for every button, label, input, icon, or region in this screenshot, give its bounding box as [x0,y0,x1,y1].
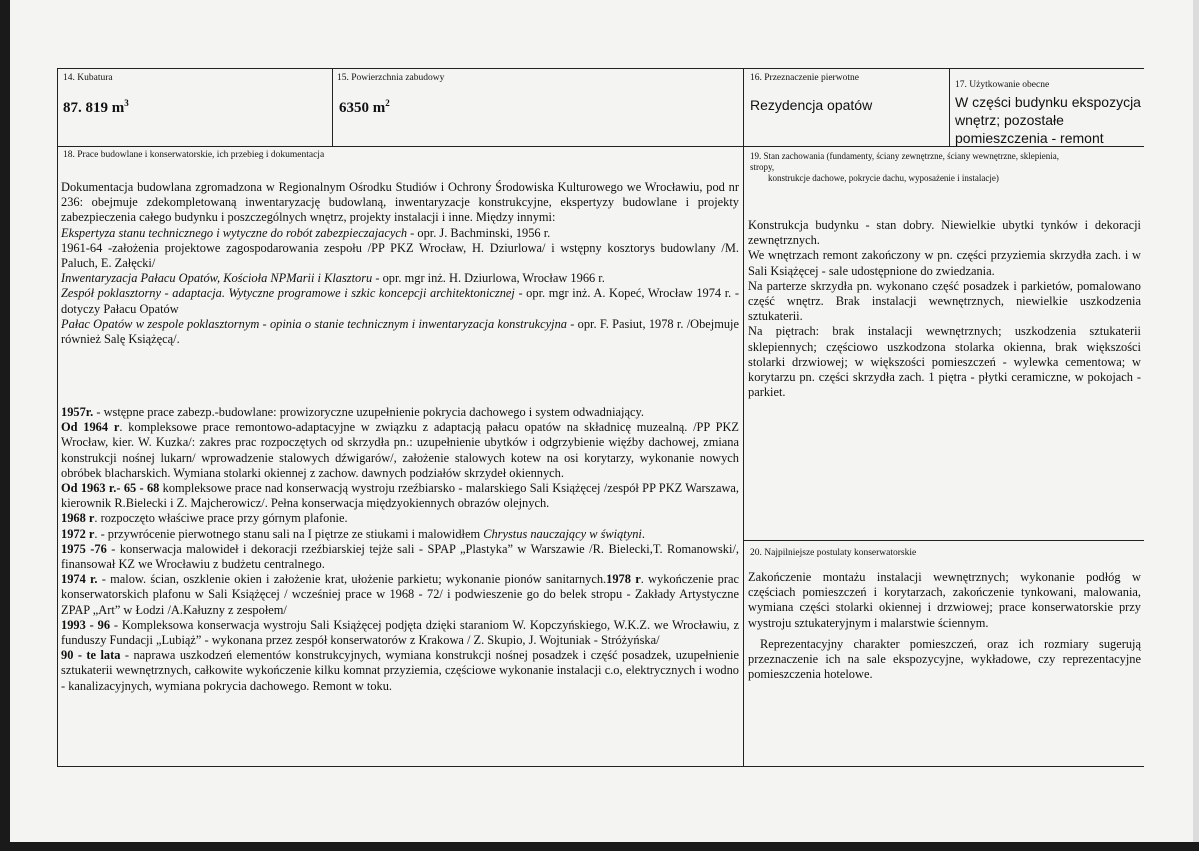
section-18-label: 18. Prace budowlane i konserwatorskie, ich przebieg i dokumentacja [63,150,325,160]
table-top-border [57,68,1144,69]
postulates-block [748,570,1141,682]
scan-edge-right [1193,0,1199,851]
table-bottom-border [57,766,743,767]
uzytkowanie-value [955,93,1141,147]
powierzchnia-value: 6350 $m^2$ [339,98,390,116]
condition-block [748,218,1141,400]
uzytkowanie-line: pomieszczenia - remont [955,130,1104,146]
section-20-bottom-border [743,766,1144,767]
history-entry: 90 - te lata - naprawa uszkodzeń elementów konstrukcyjnych, wymiana konstrukcji nośnej posadzek i część posadzek, uzupełnienie sztukaterii wewnętrznych, całkowite wykończenie kilku komnat przyziemia, częściowe wykonanie instalacji c.o, elektrycznych i wodno - kanalizacyjnych, wymiana pokrycia dachowego. Remont w toku. [61,648,739,693]
powierzchnia-label: 15. Powierzchnia zabudowy [337,73,445,83]
condition-paragraph: We wnętrzach remont zakończony w pn. części przyziemia skrzydła zach. i w Sali Książęcej - sale udostępnione do zwiedzania. [748,248,1141,278]
section-20-label: 20. Najpilniejsze postulaty konserwatorskie [750,548,917,558]
history-entry: 1974 r. - malow. ścian, oszklenie okien i założenie krat, ułożenie parkietu; wykonanie pionów sanitarnych.1978 r. wykończenie prac konserwatorskich plafonu w Sali Książęcej / wcześniej prace w 1968 - 72/ i podwieszenie go do belek stropu - Zakłady Artystyczne ZPAP „Art” w Łodzi /A.Kałuzny z zespołem/ [61,572,739,617]
scan-edge-left [0,0,10,851]
uzytkowanie-line: W części budynku ekspozycja [955,94,1141,110]
table-left-border [57,68,58,766]
section-19-label [750,151,1059,184]
history-block [61,405,739,694]
column-divider [743,68,744,766]
section-19-20-divider [743,540,1144,541]
history-entry: 1957r. - wstępne prace zabezp.-budowlane: prowizoryczne uzupełnienie pokrycia dachowego i system odwadniający. [61,405,644,419]
section-19-label-line: 19. Stan zachowania (fundamenty, ściany zewnętrzne, ściany wewnętrzne, sklepienia, [750,151,1060,161]
history-entry: 1975 -76 - konserwacja malowideł i dekoracji rzeźbiarskiej tejże sali - SPAP „Plastyka” w Warszawie /R. Bielecki,T. Romanowski/, finansował KZ we Wrocławiu z budżetu centralnego. [61,541,739,572]
documentation-item: 1961-64 -założenia projektowe zagospodarowania zespołu /PP PKZ Wrocław, H. Dziurlowa/ i wstępny kosztorys budowlany /M. Paluch, E. Załęcki/ [61,240,739,271]
condition-paragraph: Konstrukcja budynku - stan dobry. Niewielkie ubytki tynków i dekoracji zewnętrznych. [748,218,1141,248]
section-19-label-line: konstrukcje dachowe, pokrycie dachu, wyposażenie i instalacje) [768,173,999,183]
postulates-paragraph: Reprezentacyjny charakter pomieszczeń, oraz ich rozmiary sugerują przeznaczenie ich na sale ekspozycyjne, wykładowe, czy reprezentacyjne pomieszczenia hotelowe. [748,636,1141,682]
condition-paragraph: Na parterze skrzydła pn. wykonano część posadzek i parkietów, pomalowano część wnętrz. Brak instalacji wewnętrznych, niewielkie uszkodzenia sztukaterii. [748,278,1141,324]
documentation-intro: Dokumentacja budowlana zgromadzona w Regionalnym Ośrodku Studiów i Ochrony Środowiska Kulturowego we Wrocławiu, pod nr 236: obejmuje zdekompletowaną inwentaryzację budowlaną, inwentaryzacje konstrukcyjne, ekspertyzy budowlane i projekty zabezpieczenia całego budynku i poszczególnych wnętrz, projekty instalacji i inne. Między innymi: [61,180,739,225]
przeznaczenie-value: Rezydencja opatów [750,97,873,113]
section-19-label-line: stropy, [750,162,775,172]
documentation-item: Inwentaryzacja Pałacu Opatów, Kościoła NPMarii i Klasztoru - opr. mgr inż. H. Dziurlowa, Wrocław 1966 r. [61,271,605,286]
documentation-item: Ekspertyza stanu technicznego i wytyczne do robót zabezpieczajacych - opr. J. Bachminski, 1956 r. [61,225,551,240]
history-entry: 1993 - 96 - Kompleksowa konserwacja wystroju Sali Książęcej podjęta dzięki staraniom W. Kopczyńskiego, W.K.Z. we Wrocławiu, z funduszy Fundacji „Lubiąż” - wykonana przez zespół konserwatorów z Krakowa / Z. Skupio, J. Wojtuniak - Stróżyńska/ [61,617,739,648]
scan-edge-bottom [0,842,1199,851]
documentation-item: Zespół poklasztorny - adaptacja. Wytyczne programowe i szkic koncepcji architektonicznej - opr. mgr inż. A. Kopeć, Wrocław 1974 r. - dotyczy Pałacu Opatów [61,286,739,316]
documentation-item: Pałac Opatów w zespole poklasztornym - opinia o stanie technicznym i inwentaryzacja konstrukcyjna - opr. F. Pasiut, 1978 r. /Obejmuje również Salę Książęcą/. [61,316,739,347]
history-entry: 1972 r. - przywrócenie pierwotnego stanu sali na I piętrze ze stiukami i malowidłem Chrystus nauczający w świątyni. [61,526,645,541]
condition-paragraph: Na piętrach: brak instalacji wewnętrznych; uszkodzenia sztukaterii sklepiennych; częściowo uszkodzona stolarka okienna, brak większości stolarki drzwiowej; w większości pomieszczeń - wylewka cementowa; w korytarzu pn. części skrzydła zach. 1 piętra - płytki ceramiczne, w pokojach - parkiet. [748,324,1141,400]
kubatura-label: 14. Kubatura [63,73,113,83]
history-entry: Od 1963 r.- 65 - 68 kompleksowe prace nad konserwacją wystroju rzeźbiarsko - malarskiego Sali Książęcej /zespół PP PKZ Warszawa, kierownik R.Bielecki i Z. Majcherowicz/. Pełna konserwacja międzyokiennych obrazów olejnych. [61,481,739,511]
history-entry: 1968 r. rozpoczęto właściwe prace przy górnym plafonie. [61,511,348,526]
header-divider-1 [332,68,333,146]
uzytkowanie-line: wnętrz; pozostałe [955,112,1064,128]
kubatura-value: 87. 819 $m^3$ [63,98,129,116]
header-divider-3 [949,68,950,146]
history-entry: Od 1964 r. kompleksowe prace remontowo-adaptacyjne w związku z adaptacją pałacu opatów na składnicę muzealną. /PP PKZ Wrocław, kier. W. Kuzka/: zakres prac rozpoczętych od skrzydła pn.: uzupełnienie ubytków i odgrzybienie więźby dachowej, zmiana konstrukcji nośnej lukarn/ wprowadzenie stalowych dźwigarów/, założenie stalowych kotew na osi korytarzy, wykonanie nowych obróbek blacharskich. Wymiana stolarki okiennej z zachow. dawnych podziałów skrzydeł okiennych. [61,420,739,480]
postulates-paragraph: Zakończenie montażu instalacji wewnętrznych; wykonanie podłóg w częściach pomieszczeń i korytarzach, zakończenie tynkowani, malowania, wymiana części stolarki okiennej i drzwiowej; prace konserwatorskie przy wystroju sztukateryjnym i malarstwie ściennym. [748,570,1141,630]
uzytkowanie-label: 17. Użytkowanie obecne [955,80,1050,90]
przeznaczenie-label: 16. Przeznaczenie pierwotne [750,73,859,83]
documentation-block [61,180,739,347]
